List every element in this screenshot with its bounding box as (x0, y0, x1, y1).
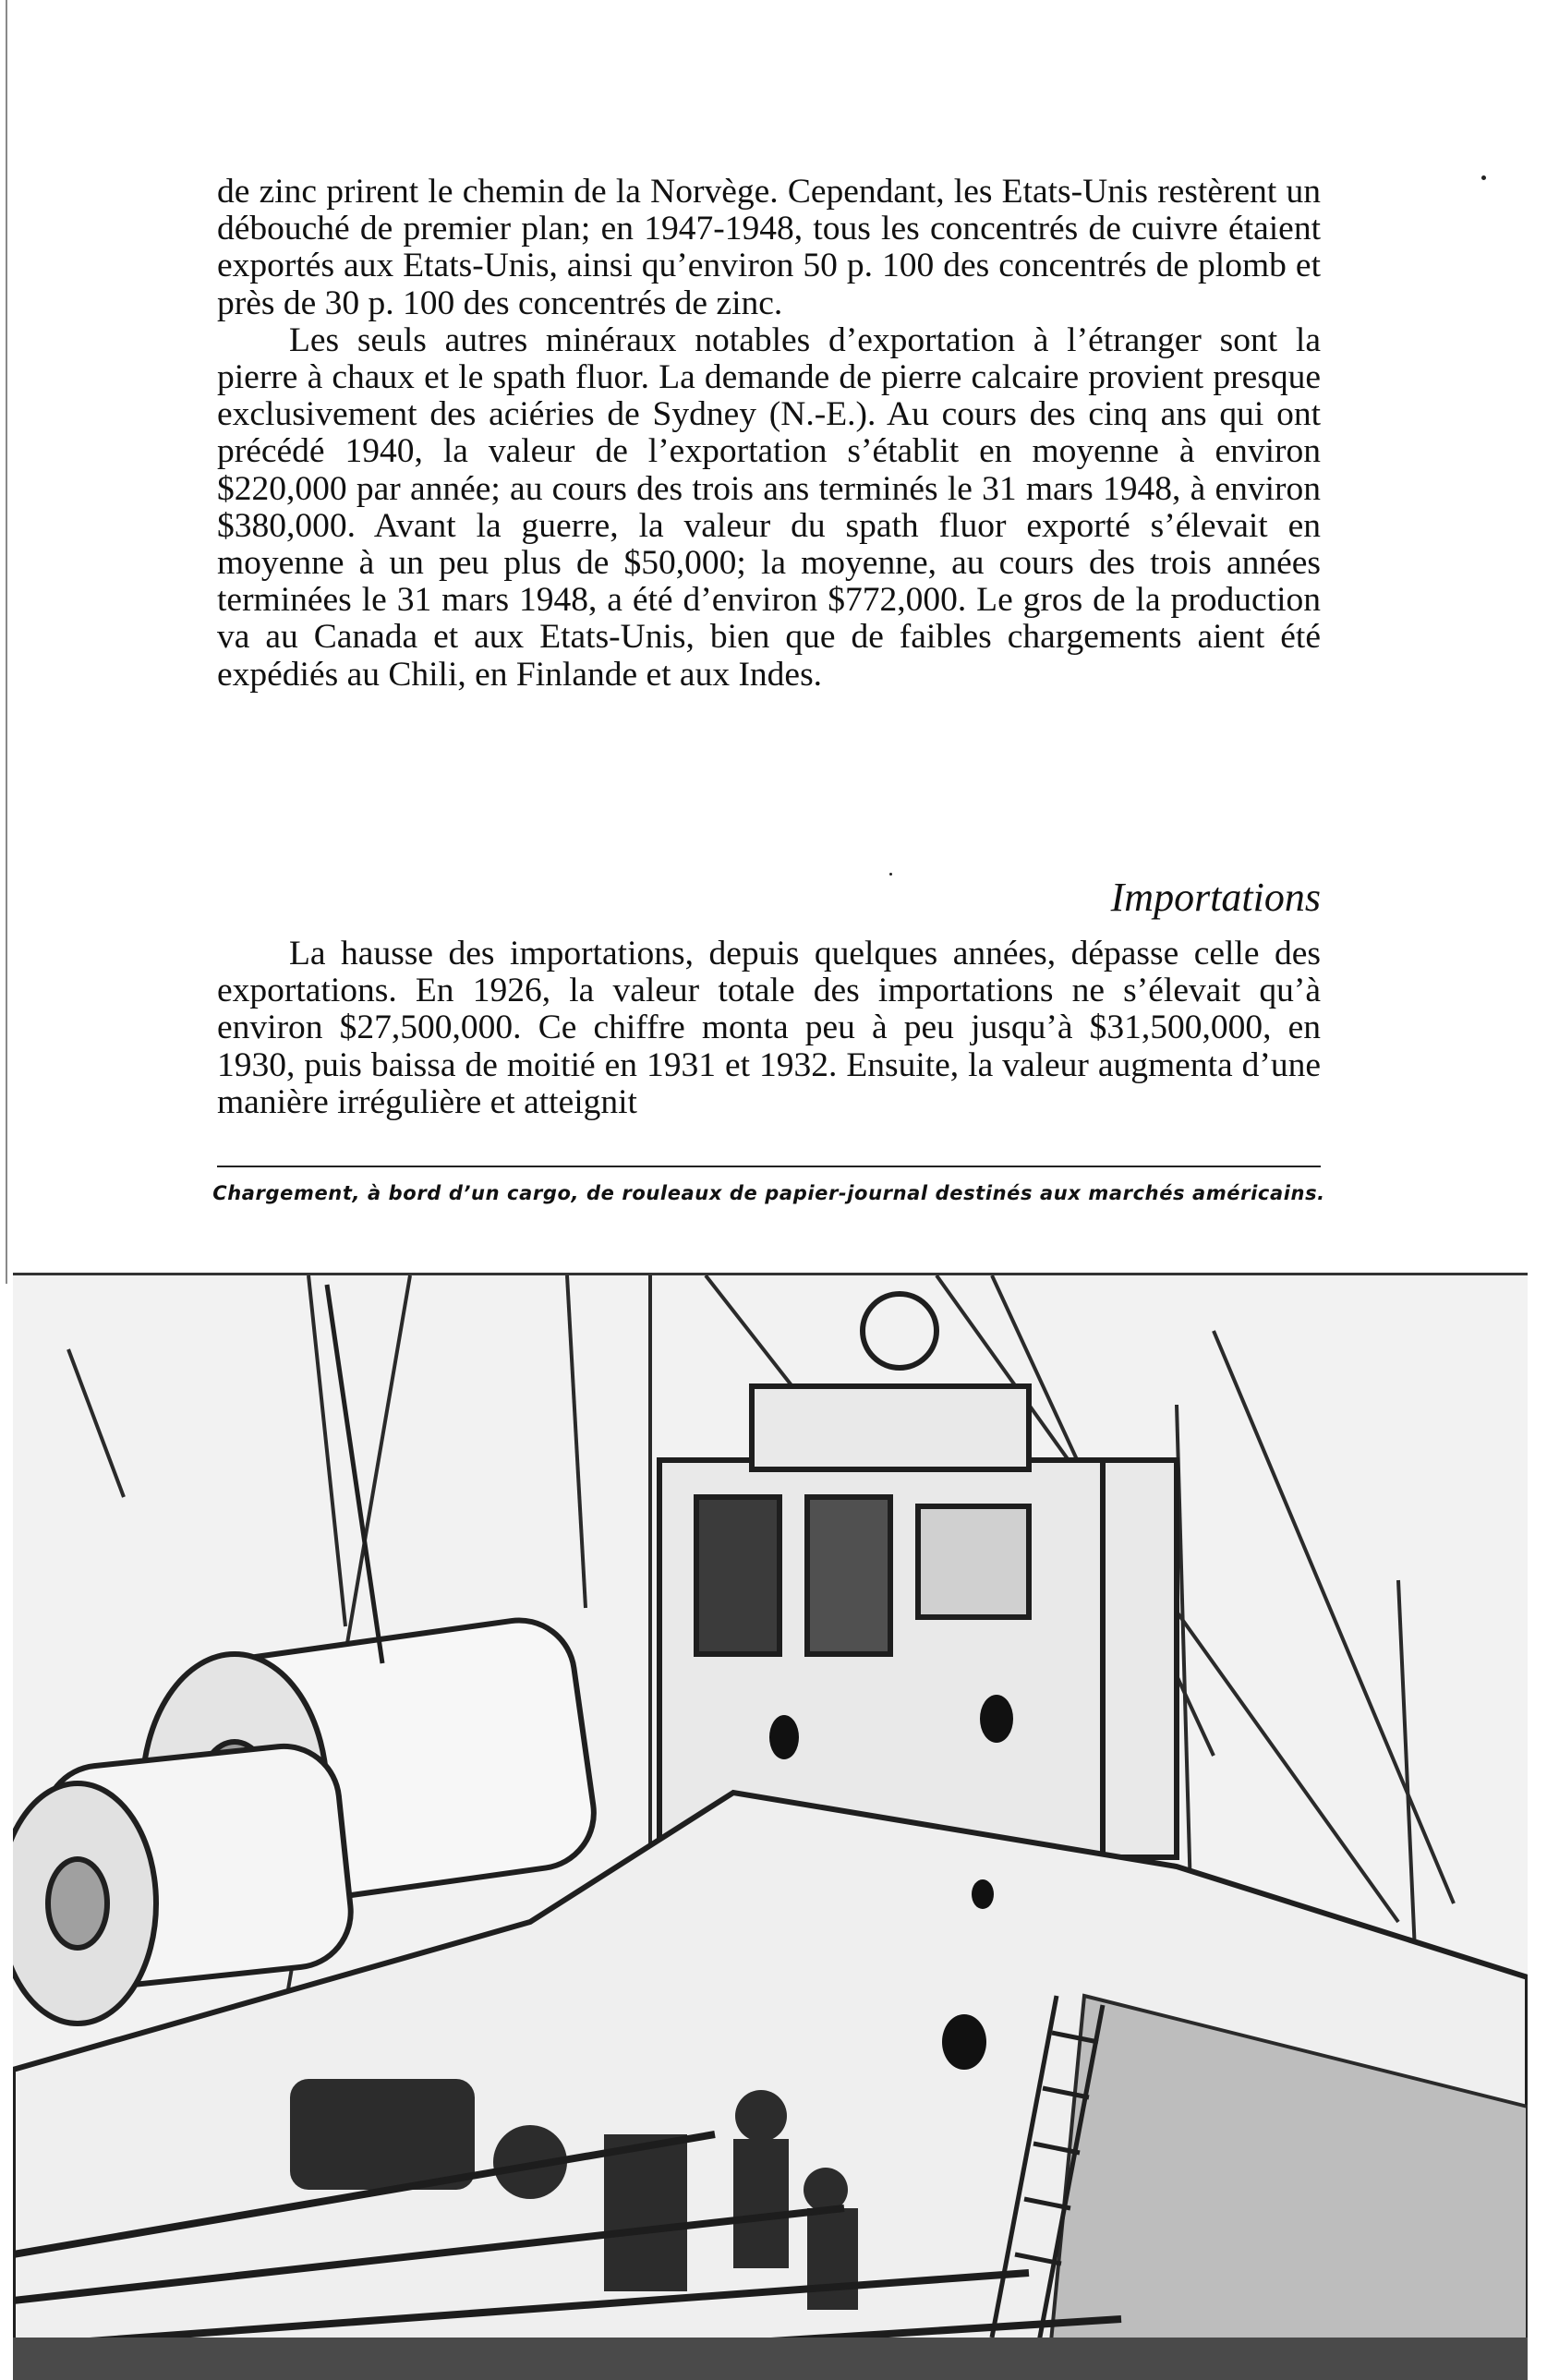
paragraph-other-minerals: Les seuls autres minéraux notables d’exportation à l’étranger sont la pierre à chaux et le spath fluor. La demande de pierre calcaire provient presque exclusivement des aciéries de Sydney (N.-E.). Au cours des cinq ans qui ont précédé 1940, la valeur de l’exportation s’établit en moyenne à environ $220,000 par année; au cours des trois ans terminés le 31 mars 1948, à environ $380,000. Avant la guerre, la valeur du spath fluor exporté s’élevait en moyenne à un peu plus de $50,000; la moyenne, au cours des trois années terminées le 31 mars 1948, a été d’environ $772,000. Le gros de la production va au Canada et aux Etats-Unis, bien que de faibles chargements aient été expédiés au Chili, en Finlande et aux Indes. (217, 320, 1321, 694)
section-heading: Importations (1110, 875, 1321, 920)
body-text (217, 174, 1321, 694)
caption-divider (217, 1166, 1321, 1167)
cargo-ship-illustration (13, 1275, 1528, 2380)
paragraph-imports: La hausse des importations, depuis quelques années, dépasse celle des exportations. En 1926, la valeur totale des importations ne s’élevait qu’à environ $27,500,000. Ce chiffre monta peu à peu jusqu’à $31,500,000, en 1930, puis baissa de moitié en 1931 et 1932. Ensuite, la valeur augmenta d’une manière irrégulière et atteignit (217, 935, 1321, 1121)
cargo-ship-photo (13, 1273, 1528, 2380)
paragraph-zinc-exports: de zinc prirent le chemin de la Norvège. Cependant, les Etats-Unis restèrent un débouché de premier plan; en 1947-1948, tous les concentrés de cuivre étaient exportés aux Etats-Unis, ainsi qu’environ 50 p. 100 des concentrés de plomb et près de 30 p. 100 des concentrés de zinc. (217, 173, 1321, 322)
figure-caption: Chargement, à bord d’un cargo, de rouleaux de papier-journal destinés aux marchés américains. (212, 1182, 1325, 1204)
print-speck (1481, 175, 1486, 180)
page-edge-rule (6, 0, 7, 1284)
